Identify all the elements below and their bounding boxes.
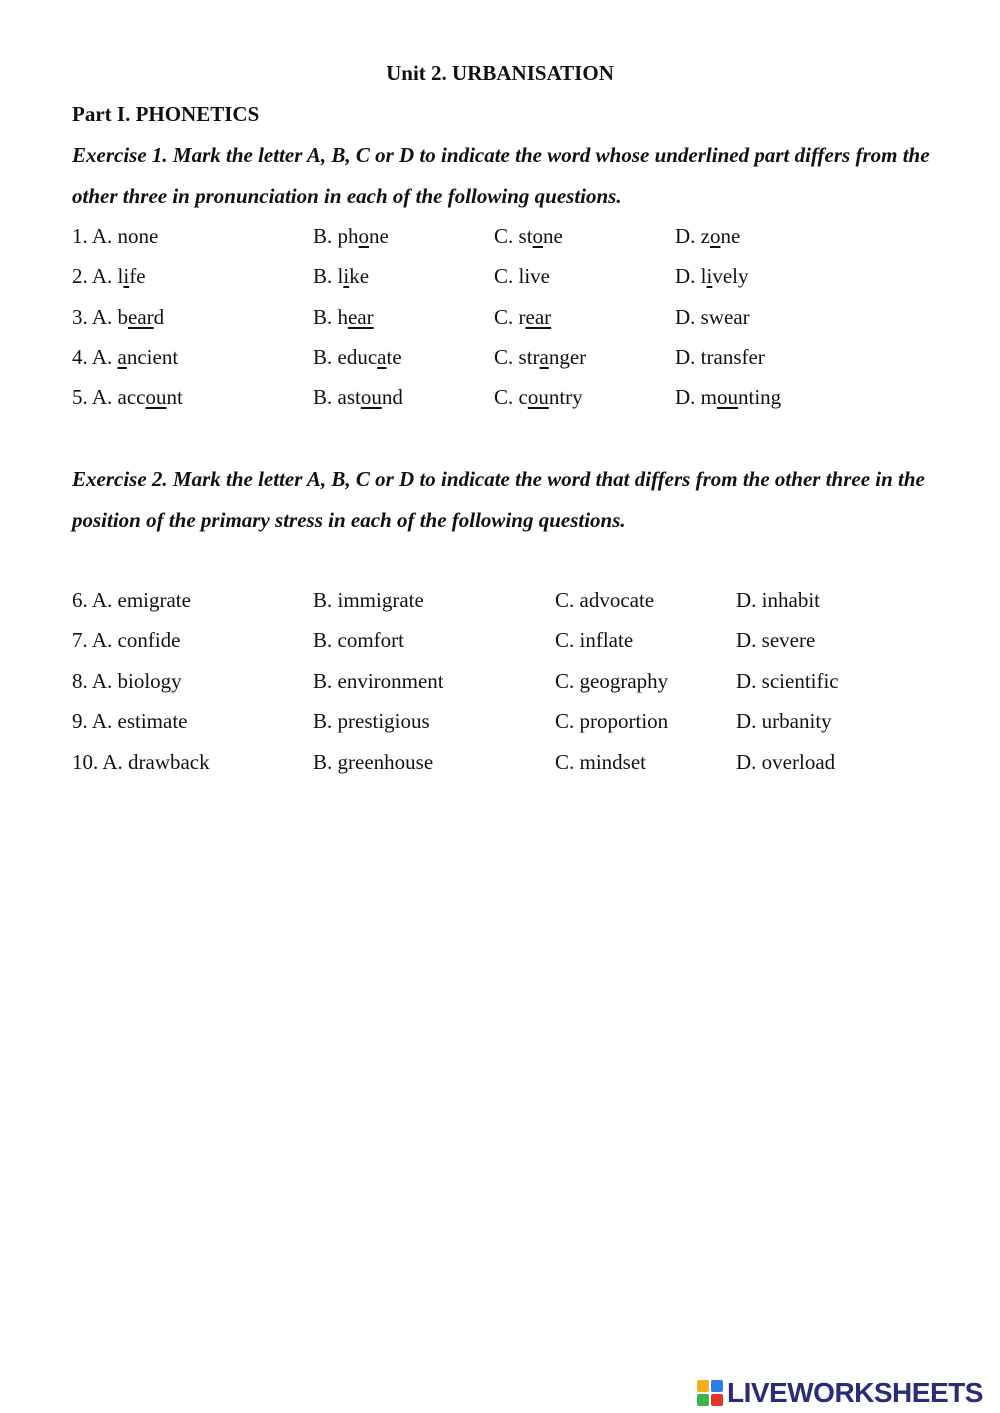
option-a: 7. A. confide: [72, 628, 181, 652]
part-heading: Part I. PHONETICS: [72, 102, 260, 126]
option-d: D. mounting: [675, 385, 782, 409]
option-b: B. immigrate: [313, 588, 424, 612]
option-b: B. like: [313, 264, 370, 288]
logo-square-4: [711, 1394, 723, 1406]
liveworksheets-icon: [697, 1380, 723, 1406]
option-d: D. severe: [736, 628, 816, 652]
option-a: 4. A. ancient: [72, 345, 179, 369]
option-a: 6. A. emigrate: [72, 588, 191, 612]
question-row: [72, 382, 952, 412]
exercise1-instruction: Exercise 1. Mark the letter A, B, C or D to indicate the word whose underlined part differs from the other three in pronunciation in each of the following questions.: [72, 143, 930, 208]
option-c: C. rear: [494, 305, 552, 329]
option-d: D. transfer: [675, 345, 765, 369]
option-b: B. greenhouse: [313, 750, 434, 774]
option-b: B. prestigious: [313, 709, 430, 733]
option-c: C. proportion: [555, 709, 669, 733]
option-d: D. lively: [675, 264, 749, 288]
question-row: [72, 261, 952, 291]
option-c: C. live: [494, 264, 551, 288]
liveworksheets-text: LIVEWORKSHEETS: [727, 1377, 983, 1408]
option-d: D. overload: [736, 750, 836, 774]
question-row: [72, 585, 952, 615]
question-row: [72, 342, 952, 372]
option-a: 5. A. account: [72, 385, 183, 409]
option-c: C. advocate: [555, 588, 655, 612]
option-c: C. country: [494, 385, 583, 409]
option-b: B. environment: [313, 669, 444, 693]
option-a: 8. A. biology: [72, 669, 182, 693]
option-c: C. geography: [555, 669, 669, 693]
option-d: D. scientific: [736, 669, 839, 693]
option-a: 2. A. life: [72, 264, 146, 288]
option-d: D. inhabit: [736, 588, 820, 612]
option-a: 10. A. drawback: [72, 750, 210, 774]
option-b: B. astound: [313, 385, 403, 409]
option-c: C. stranger: [494, 345, 587, 369]
option-a: 1. A. none: [72, 224, 159, 248]
page-title: Unit 2. URBANISATION: [386, 61, 614, 85]
question-row: [72, 625, 952, 655]
question-row: [72, 747, 952, 777]
option-a: 3. A. beard: [72, 305, 165, 329]
option-b: B. educate: [313, 345, 402, 369]
option-d: D. zone: [675, 224, 741, 248]
question-row: [72, 221, 952, 251]
logo-square-1: [697, 1380, 709, 1392]
option-a: 9. A. estimate: [72, 709, 188, 733]
option-c: C. inflate: [555, 628, 634, 652]
question-row: [72, 302, 952, 332]
exercise2-instruction: Exercise 2. Mark the letter A, B, C or D to indicate the word that differs from the other three in the position of the primary stress in each of the following questions.: [72, 467, 925, 532]
option-c: C. mindset: [555, 750, 647, 774]
option-d: D. swear: [675, 305, 750, 329]
logo-square-3: [697, 1394, 709, 1406]
option-d: D. urbanity: [736, 709, 832, 733]
logo-square-2: [711, 1380, 723, 1392]
option-b: B. hear: [313, 305, 374, 329]
liveworksheets-logo: [697, 1376, 983, 1410]
option-b: B. comfort: [313, 628, 404, 652]
question-row: [72, 706, 952, 736]
question-row: [72, 666, 952, 696]
option-b: B. phone: [313, 224, 389, 248]
option-c: C. stone: [494, 224, 563, 248]
